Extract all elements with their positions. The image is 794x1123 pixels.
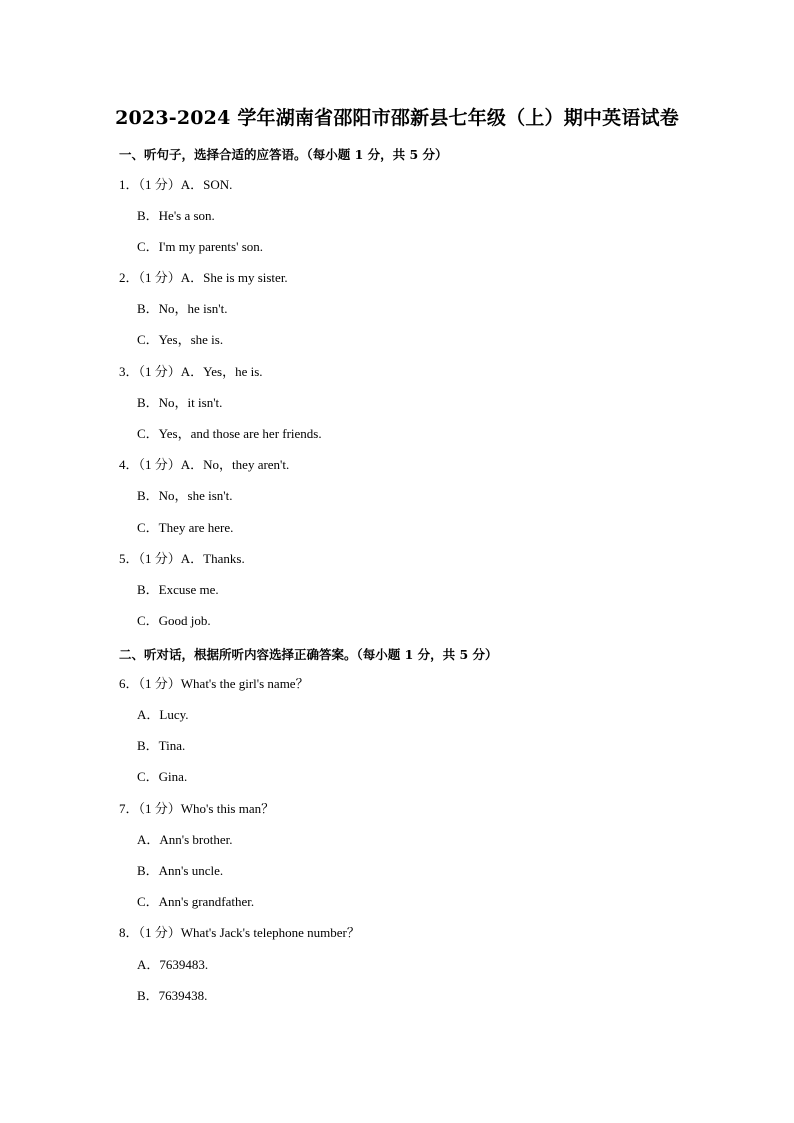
question-number: 2． (119, 270, 139, 285)
option-row (137, 395, 222, 411)
question-score: （1 分） (138, 177, 181, 192)
option-letter: A． (137, 832, 160, 847)
option-row (137, 832, 233, 848)
option-text: No，she isn't. (158, 488, 233, 503)
option-letter: A． (180, 457, 204, 472)
option-row (137, 957, 208, 973)
question-score: （1 分） (138, 457, 181, 472)
option-text: Excuse me. (158, 582, 219, 597)
question-score: （1 分） (138, 801, 181, 816)
option-row (137, 208, 215, 224)
option-letter: B． (137, 488, 159, 503)
option-text: Lucy. (159, 707, 189, 722)
option-text: No，he isn't. (158, 301, 228, 316)
option-text: I'm my parents' son. (158, 239, 264, 254)
option-row (137, 988, 207, 1004)
option-text: 7639438. (158, 988, 208, 1003)
option-row (137, 239, 263, 255)
question-8 (119, 925, 360, 941)
question-number: 4． (119, 457, 139, 472)
option-letter: A． (180, 270, 204, 285)
question-2 (119, 270, 288, 286)
option-letter: A． (137, 707, 160, 722)
option-text: He's a son. (158, 208, 215, 223)
question-score: （1 分） (138, 270, 181, 285)
option-letter: C． (137, 894, 159, 909)
question-score: （1 分） (138, 925, 181, 940)
option-text: SON. (203, 177, 233, 192)
option-text: No，they aren't. (203, 457, 290, 472)
option-letter: B． (137, 738, 159, 753)
option-text: Yes，and those are her friends. (158, 426, 322, 441)
option-letter: B． (137, 208, 159, 223)
question-number: 8． (119, 925, 139, 940)
option-row (137, 301, 227, 317)
option-text: Gina. (158, 769, 188, 784)
option-row (137, 332, 223, 348)
question-number: 5． (119, 551, 139, 566)
option-text: They are here. (158, 520, 234, 535)
option-letter: C． (137, 520, 159, 535)
question-score: （1 分） (138, 364, 181, 379)
question-3 (119, 364, 263, 380)
option-letter: B． (137, 582, 159, 597)
option-text: 7639483. (159, 957, 209, 972)
option-row (137, 707, 189, 723)
option-letter: C． (137, 239, 159, 254)
option-row (137, 426, 322, 442)
question-5 (119, 551, 245, 567)
option-letter: B． (137, 863, 159, 878)
option-letter: C． (137, 332, 159, 347)
option-letter: B． (137, 988, 159, 1003)
option-row (137, 582, 219, 598)
question-7 (119, 801, 274, 817)
question-6 (119, 676, 309, 692)
option-letter: B． (137, 395, 159, 410)
option-text: No，it isn't. (158, 395, 223, 410)
option-text: Good job. (158, 613, 211, 628)
option-row (137, 613, 211, 629)
option-letter: A． (180, 364, 204, 379)
question-4 (119, 457, 289, 473)
option-text: She is my sister. (203, 270, 288, 285)
exam-title: 2023-2024 学年湖南省邵阳市邵新县七年级（上）期中英语试卷 (115, 107, 679, 129)
option-row (137, 894, 254, 910)
option-letter: A． (180, 177, 204, 192)
option-letter: A． (180, 551, 204, 566)
option-text: Yes，she is. (158, 332, 224, 347)
option-letter: C． (137, 613, 159, 628)
option-text: Ann's brother. (159, 832, 233, 847)
option-text: Yes，he is. (203, 364, 263, 379)
option-row (137, 488, 233, 504)
option-letter: B． (137, 301, 159, 316)
question-number: 7． (119, 801, 139, 816)
option-text: Tina. (158, 738, 186, 753)
question-1 (119, 177, 232, 193)
question-number: 1． (119, 177, 139, 192)
option-text: Thanks. (203, 551, 245, 566)
question-score: （1 分） (138, 676, 181, 691)
option-row (137, 863, 223, 879)
option-letter: C． (137, 769, 159, 784)
option-letter: A． (137, 957, 160, 972)
section-heading-2: 二、听对话，根据所听内容选择正确答案。（每小题 1 分，共 5 分） (119, 647, 498, 662)
question-number: 6． (119, 676, 139, 691)
section-heading-1: 一、听句子，选择合适的应答语。（每小题 1 分，共 5 分） (119, 147, 448, 162)
question-stem: What's the girl's name？ (180, 676, 309, 691)
question-score: （1 分） (138, 551, 181, 566)
option-row (137, 769, 187, 785)
question-stem: Who's this man？ (180, 801, 275, 816)
option-row (137, 520, 233, 536)
question-stem: What's Jack's telephone number？ (180, 925, 360, 940)
option-text: Ann's grandfather. (158, 894, 255, 909)
option-text: Ann's uncle. (158, 863, 224, 878)
option-letter: C． (137, 426, 159, 441)
option-row (137, 738, 185, 754)
question-number: 3． (119, 364, 139, 379)
